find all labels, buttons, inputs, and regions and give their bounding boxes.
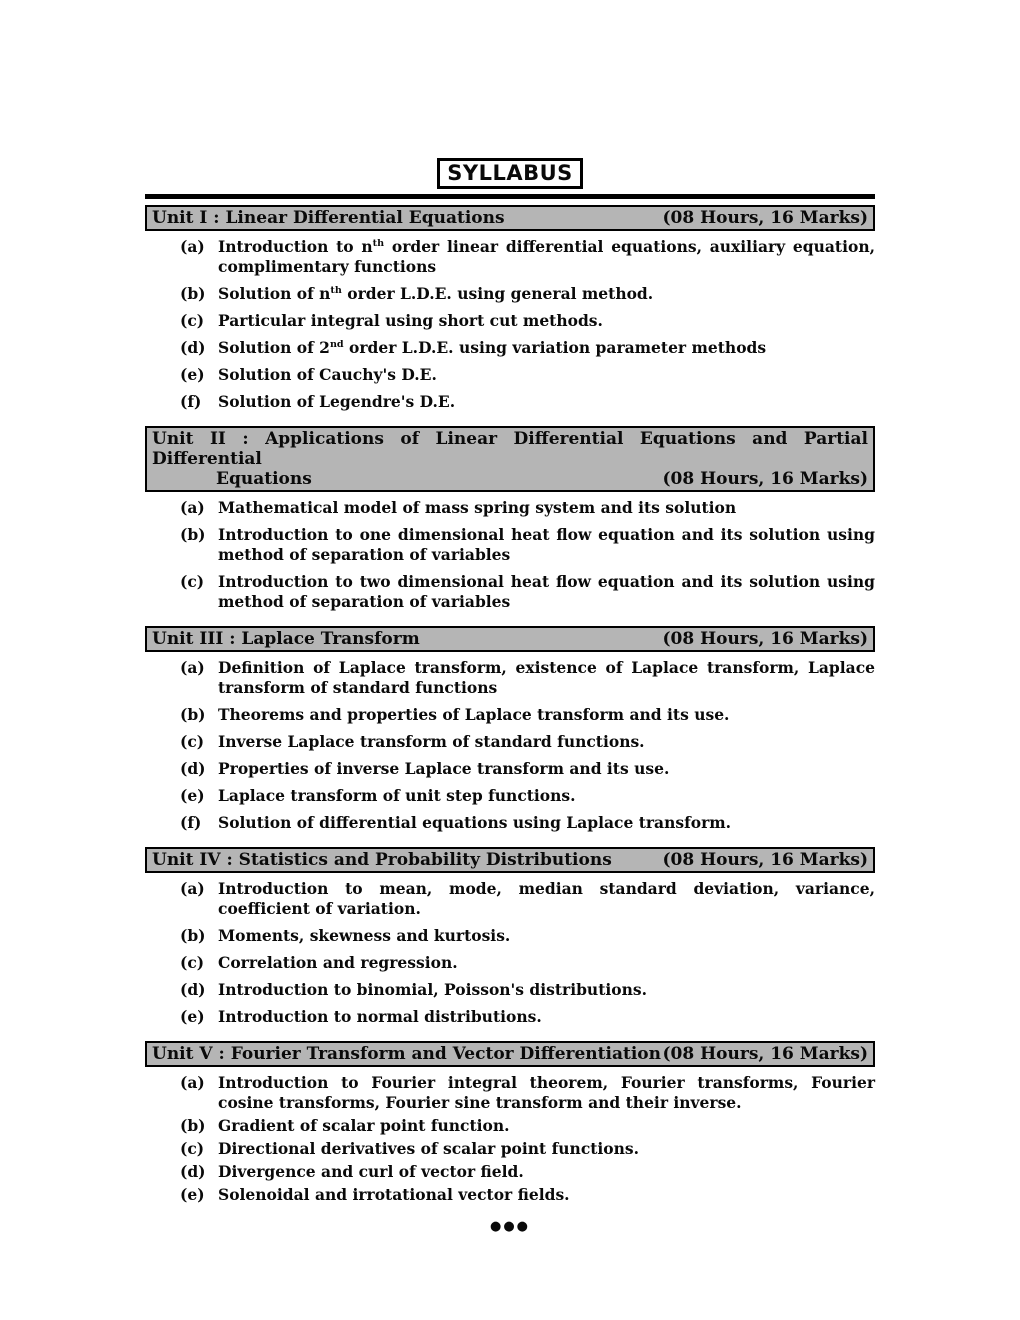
- list-item: [180, 392, 875, 412]
- unit-hours: (08 Hours, 16 Marks): [662, 850, 868, 870]
- item-letter: (d): [180, 980, 206, 999]
- item-letter: (e): [180, 1007, 205, 1026]
- item-text: Introduction to $n^{th}$ order linear differential equations, auxiliary equation, complimentary functions: [218, 237, 875, 276]
- unit-items: [145, 652, 875, 841]
- list-item: [180, 759, 875, 779]
- item-text: Introduction to two dimensional heat flow equation and its solution using method of separation of variables: [218, 572, 875, 611]
- item-text: Correlation and regression.: [218, 953, 458, 972]
- list-item: [180, 572, 875, 612]
- list-item: [180, 705, 875, 725]
- list-item: [180, 813, 875, 833]
- unit-items: [145, 873, 875, 1035]
- item-letter: (c): [180, 953, 205, 972]
- list-item: [180, 1073, 875, 1113]
- unit-section-5: [145, 1041, 875, 1209]
- list-item: [180, 879, 875, 919]
- item-text: Solenoidal and irrotational vector fields.: [218, 1185, 570, 1204]
- item-letter: (e): [180, 1185, 205, 1204]
- list-item: [180, 284, 875, 304]
- item-letter: (a): [180, 879, 205, 898]
- item-letter: (f): [180, 392, 202, 411]
- unit-title-line1: Unit II : Applications of Linear Differential Equations and Partial Differential: [152, 429, 868, 469]
- title-divider: [145, 194, 875, 199]
- item-letter: (d): [180, 759, 206, 778]
- item-letter: (d): [180, 1162, 206, 1181]
- list-item: [180, 953, 875, 973]
- item-letter: (a): [180, 1073, 205, 1092]
- page-title: SYLLABUS: [437, 158, 583, 189]
- list-item: [180, 338, 875, 358]
- list-item: [180, 786, 875, 806]
- list-item: [180, 311, 875, 331]
- item-text: Solution of $n^{th}$ order L.D.E. using general method.: [218, 284, 654, 303]
- item-text: Introduction to mean, mode, median standard deviation, variance, coefficient of variation.: [218, 879, 875, 918]
- item-letter: (d): [180, 338, 206, 357]
- unit-title-line2-row: [152, 469, 868, 489]
- unit-section-3: [145, 626, 875, 841]
- item-text: Introduction to binomial, Poisson's distributions.: [218, 980, 647, 999]
- unit-title: Unit III : Laplace Transform: [152, 629, 420, 649]
- item-text: Moments, skewness and kurtosis.: [218, 926, 511, 945]
- unit-items: [145, 492, 875, 620]
- item-text: Properties of inverse Laplace transform and its use.: [218, 759, 670, 778]
- item-letter: (b): [180, 284, 206, 303]
- item-text: Inverse Laplace transform of standard functions.: [218, 732, 645, 751]
- item-text: Directional derivatives of scalar point functions.: [218, 1139, 640, 1158]
- unit-title-line2: Equations: [216, 469, 312, 489]
- unit-bar: [145, 847, 875, 873]
- list-item: [180, 237, 875, 277]
- list-item: [180, 1007, 875, 1027]
- unit-bar: [145, 626, 875, 652]
- item-text: Introduction to one dimensional heat flow equation and its solution using method of separation of variables: [218, 525, 875, 564]
- item-letter: (f): [180, 813, 202, 832]
- item-letter: (c): [180, 732, 205, 751]
- item-letter: (e): [180, 365, 205, 384]
- item-text: Definition of Laplace transform, existence of Laplace transform, Laplace transform of standard functions: [218, 658, 875, 697]
- item-text: Theorems and properties of Laplace transform and its use.: [218, 705, 730, 724]
- item-letter: (b): [180, 525, 206, 544]
- list-item: [180, 498, 875, 518]
- list-item: [180, 926, 875, 946]
- list-item: [180, 980, 875, 1000]
- unit-bar: [145, 426, 875, 492]
- unit-section-1: [145, 205, 875, 420]
- item-text: Introduction to Fourier integral theorem, Fourier transforms, Fourier cosine transforms, Fourier sine transform and their inverse.: [218, 1073, 875, 1112]
- item-text: Solution of Legendre's D.E.: [218, 392, 456, 411]
- unit-hours: (08 Hours, 16 Marks): [662, 469, 868, 489]
- item-text: Solution of Cauchy's D.E.: [218, 365, 437, 384]
- item-text: Introduction to normal distributions.: [218, 1007, 542, 1026]
- item-text: Gradient of scalar point function.: [218, 1116, 510, 1135]
- item-text: Divergence and curl of vector field.: [218, 1162, 524, 1181]
- unit-title: Unit V : Fourier Transform and Vector Differentiation: [152, 1044, 661, 1064]
- item-letter: (b): [180, 705, 206, 724]
- syllabus-page: [145, 0, 875, 1234]
- item-letter: (b): [180, 926, 206, 945]
- unit-bar: [145, 1041, 875, 1067]
- item-text: Mathematical model of mass spring system and its solution: [218, 498, 737, 517]
- unit-bar: [145, 205, 875, 231]
- unit-section-4: [145, 847, 875, 1035]
- item-letter: (a): [180, 498, 205, 517]
- item-letter: (c): [180, 572, 205, 591]
- list-item: [180, 365, 875, 385]
- unit-hours: (08 Hours, 16 Marks): [662, 1044, 868, 1064]
- unit-title: Unit I : Linear Differential Equations: [152, 208, 505, 228]
- item-letter: (a): [180, 658, 205, 677]
- item-letter: (a): [180, 237, 205, 256]
- list-item: [180, 658, 875, 698]
- unit-section-2: [145, 426, 875, 620]
- unit-hours: (08 Hours, 16 Marks): [662, 629, 868, 649]
- end-marker: ●●●: [489, 1219, 531, 1234]
- item-letter: (c): [180, 311, 205, 330]
- list-item: [180, 732, 875, 752]
- unit-items: [145, 231, 875, 420]
- item-letter: (c): [180, 1139, 205, 1158]
- list-item: [180, 1139, 875, 1159]
- list-item: [180, 1162, 875, 1182]
- item-text: Solution of differential equations using Laplace transform.: [218, 813, 732, 832]
- unit-hours: (08 Hours, 16 Marks): [662, 208, 868, 228]
- list-item: [180, 525, 875, 565]
- list-item: [180, 1185, 875, 1205]
- item-text: Solution of 2nd order L.D.E. using variation parameter methods: [218, 338, 767, 357]
- item-text: Particular integral using short cut methods.: [218, 311, 603, 330]
- unit-title: Unit IV : Statistics and Probability Distributions: [152, 850, 612, 870]
- item-text: Laplace transform of unit step functions.: [218, 786, 576, 805]
- item-letter: (b): [180, 1116, 206, 1135]
- unit-items: [145, 1067, 875, 1209]
- item-letter: (e): [180, 786, 205, 805]
- list-item: [180, 1116, 875, 1136]
